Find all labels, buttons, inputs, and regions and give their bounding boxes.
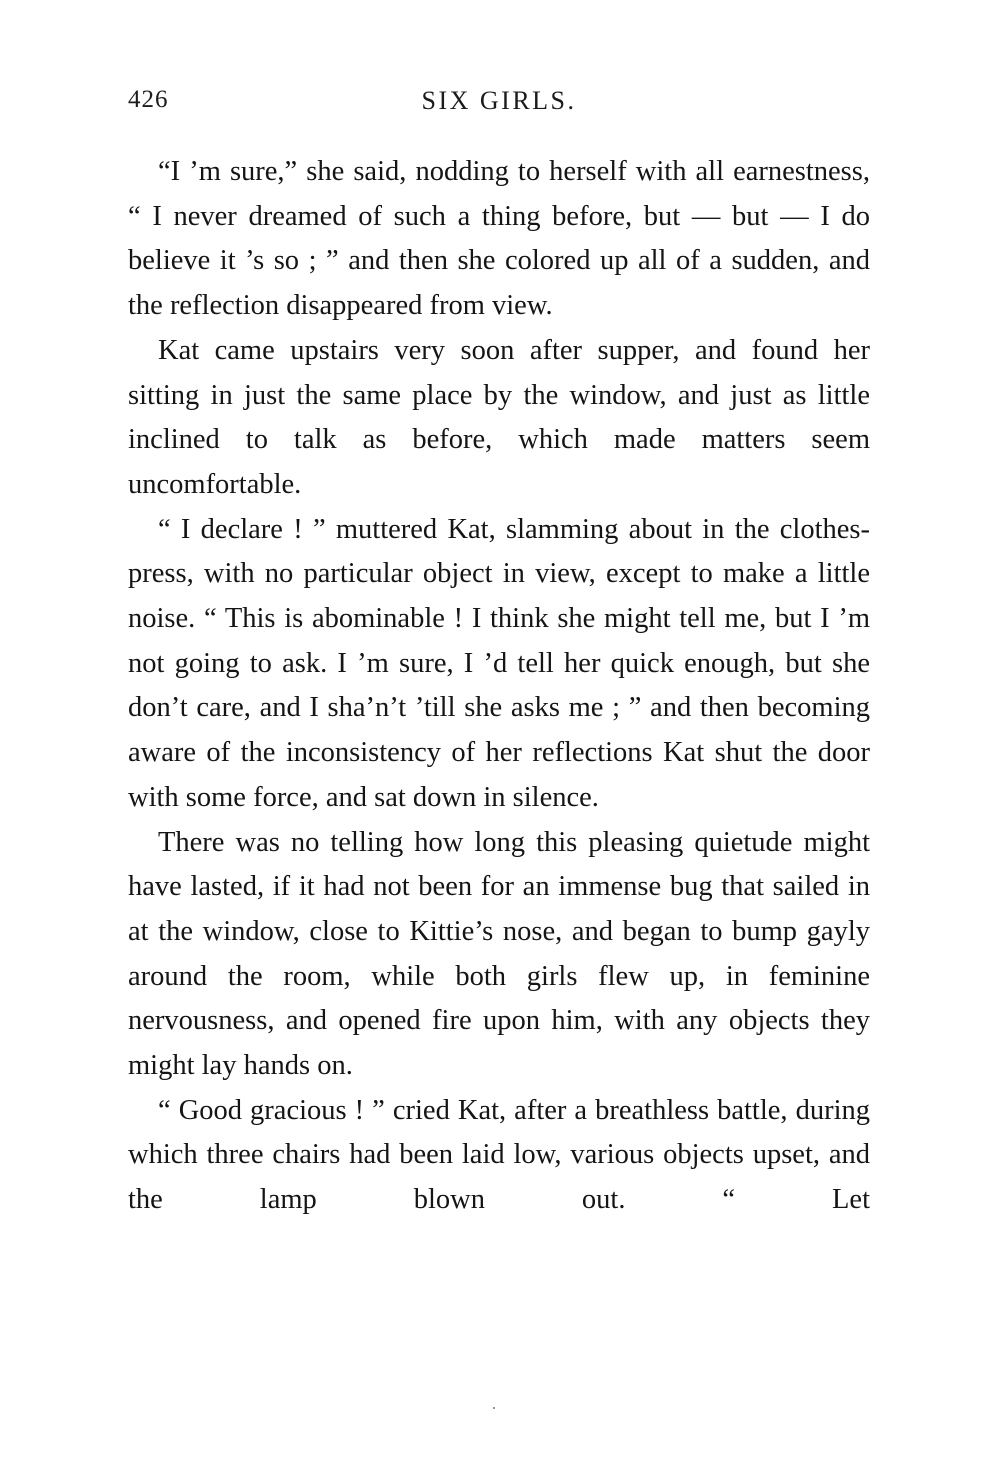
page-number: 426 (128, 86, 169, 113)
paragraph-1: “I ’m sure,” she said, nodding to herself with all earnestness, “ I never dreamed of such a thing before, but — but — I do believe it ’s so ; ” and then she colored up all of a sudden, and the reflection disappeared from view. (128, 156, 870, 322)
page-body (128, 150, 870, 1223)
paragraph-3: “ I declare ! ” muttered Kat, slamming about in the clothes-press, with no particular object in view, except to make a little noise. “ This is abominable ! I think she might tell me, but I ’m not going to ask. I ’m sure, I ’d tell her quick enough, but she don’t care, and I sha’n’t ’till she asks me ; ” and then becoming aware of the inconsistency of her reflections Kat shut the door with some force, and sat down in silence. (128, 513, 870, 813)
paragraph-2: Kat came upstairs very soon after supper, and found her sitting in just the same place by the window, and just as little inclined to talk as before, which made matters seem uncomfortable. (128, 334, 870, 500)
page-header (128, 86, 870, 126)
paragraph-5: “ Good gracious ! ” cried Kat, after a breathless battle, during which three chairs had been laid low, various objects upset, and the lamp blown out. “ Let (128, 1094, 870, 1216)
running-head-title: SIX GIRLS. (421, 86, 577, 115)
paragraph-4: There was no telling how long this pleasing quietude might have lasted, if it had not been for an immense bug that sailed in at the window, close to Kittie’s nose, and began to bump gayly around the room, while both girls flew up, in feminine nervousness, and opened fire upon him, with any objects they might lay hands on. (128, 826, 870, 1082)
page-speck (493, 1407, 495, 1409)
